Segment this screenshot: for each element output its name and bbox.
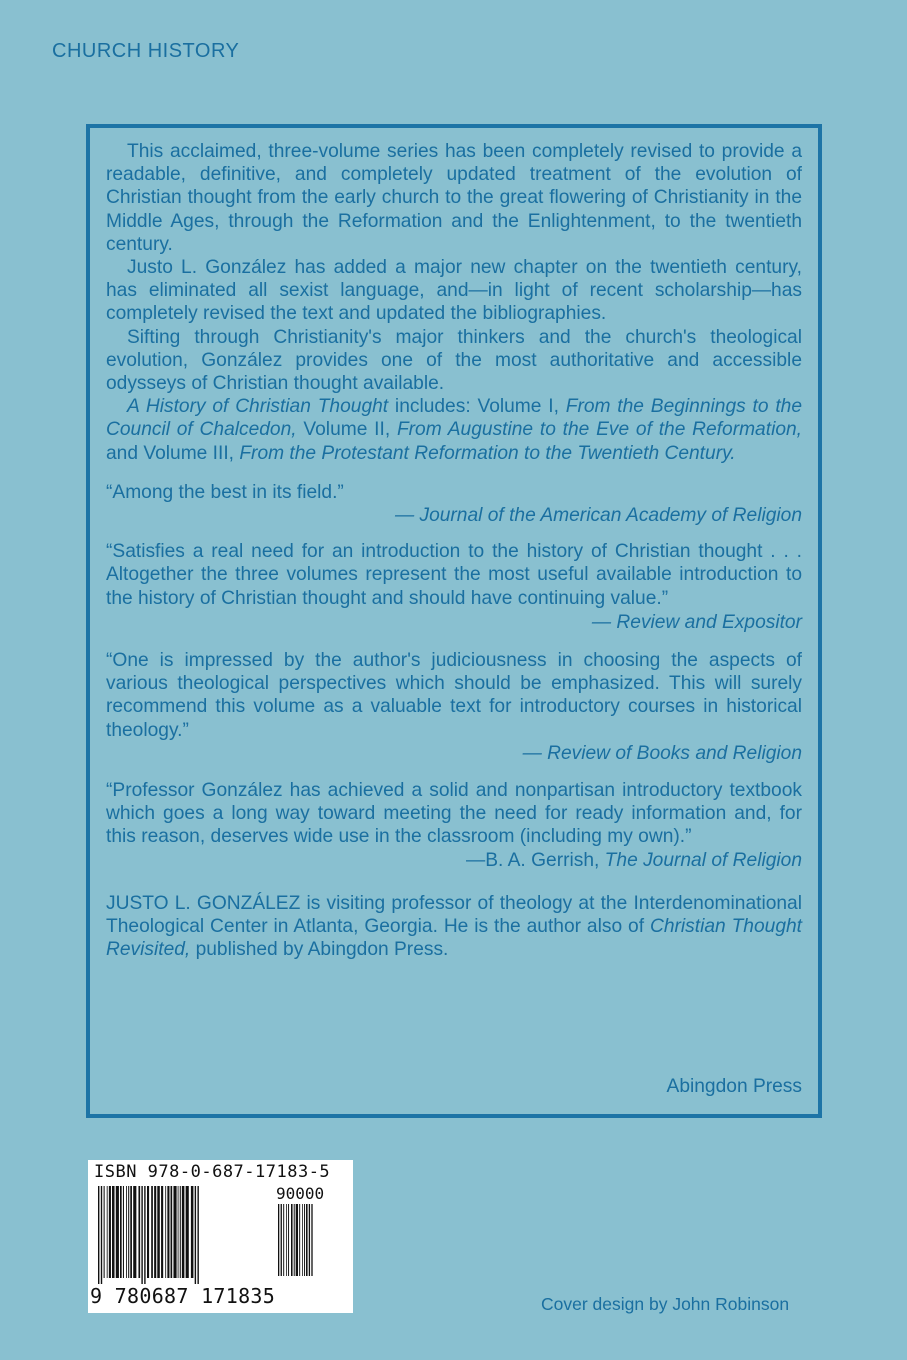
- quote-author: —B. A. Gerrish,: [466, 849, 605, 871]
- volumes-paragraph: [106, 395, 802, 465]
- barcode-bar: [173, 1186, 176, 1278]
- ean-digits: 9 780687 171835: [90, 1284, 276, 1308]
- barcode-bar: [281, 1204, 282, 1276]
- quote-text: “Among the best in its field.”: [106, 481, 344, 503]
- barcode-bar: [133, 1186, 136, 1278]
- barcode-bar: [138, 1186, 140, 1278]
- cover-credit: Cover design by John Robinson: [541, 1294, 790, 1314]
- quote-journal: The Journal of Religion: [604, 849, 802, 871]
- review-quote: [106, 649, 802, 765]
- volume-2-title: From Augustine to the Eve of the Reformation,: [396, 419, 803, 441]
- barcode-bar: [123, 1186, 124, 1278]
- barcode-bar: [167, 1186, 169, 1278]
- quote-source: [106, 849, 802, 872]
- barcode-bar: [112, 1186, 115, 1278]
- quote-source: — Review and Expositor: [591, 611, 802, 633]
- barcode-bar: [197, 1186, 198, 1284]
- author-bio-tail: published by Abingdon Press.: [190, 939, 449, 961]
- volumes-includes: includes: Volume I,: [388, 396, 566, 418]
- barcode-bar: [296, 1204, 298, 1276]
- barcode-bar: [186, 1186, 189, 1278]
- barcode-bar: [283, 1204, 284, 1276]
- barcode-bar: [147, 1186, 149, 1278]
- barcode-bar: [302, 1204, 303, 1276]
- quote-text: “One is impressed by the author's judiciousness in choosing the aspects of various theological perspectives which should be emphasized. This will surely recommend this volume as a valuable text for introductory courses in historical theology.”: [106, 650, 802, 741]
- barcode-bar: [299, 1204, 300, 1276]
- series-title: A History of Christian Thought: [127, 396, 389, 418]
- quote-source: — Review of Books and Religion: [522, 742, 802, 764]
- barcode-bar: [141, 1186, 142, 1284]
- barcode-bar: [104, 1186, 105, 1278]
- barcode-bar: [126, 1186, 127, 1278]
- barcode-bar: [178, 1186, 179, 1278]
- barcode-bar: [286, 1204, 287, 1276]
- barcode-bar: [109, 1186, 111, 1278]
- volume-3-label: and Volume III,: [106, 442, 240, 464]
- barcode-bar: [291, 1204, 293, 1276]
- barcode-bar: [195, 1186, 196, 1284]
- quote-text: “Professor González has achieved a solid and nonpartisan introductory textbook which goes a long way toward meeting the need for ready information and, for this reason, deserves wide use in the classroom (including my own).”: [106, 780, 802, 848]
- barcode-bar: [157, 1186, 160, 1278]
- barcode-bar: [130, 1186, 132, 1278]
- barcode-bar: [98, 1186, 99, 1284]
- barcode-bar: [171, 1186, 173, 1278]
- volume-1-title: From the Beginnings to the Council of Chalcedon,: [106, 396, 803, 441]
- author-bio: [106, 892, 802, 962]
- isbn-barcode: [88, 1160, 353, 1313]
- publisher-name: Abingdon Press: [666, 1076, 802, 1097]
- barcode-bar: [278, 1204, 279, 1276]
- review-quote: [106, 540, 802, 634]
- volume-3-title: From the Protestant Reformation to the Twentieth Century.: [239, 442, 736, 464]
- barcode-bar: [311, 1204, 312, 1276]
- review-quote: [106, 779, 802, 872]
- author-bio-book: Christian Thought Revisited,: [106, 916, 802, 961]
- barcode-bar: [101, 1186, 102, 1284]
- description-panel: [86, 124, 822, 1118]
- barcode-bar: [144, 1186, 145, 1284]
- barcode-bar: [107, 1186, 108, 1278]
- ean-barcode-bars: [96, 1186, 274, 1286]
- barcode-bar: [309, 1204, 310, 1276]
- blurb-paragraph: This acclaimed, three-volume series has been completely revised to provide a readable, definitive, and completely updated treatment of the evolution of Christian thought from the early church to the great flowering of Christianity in the Middle Ages, through the Reformation and the Enlightenment, to the twentieth century.: [106, 141, 802, 255]
- barcode-bar: [120, 1186, 122, 1278]
- author-bio-lead: JUSTO L. GONZÁLEZ is visiting professor of theology at the Interdenominational Theological Center in Atlanta, Georgia. He is the author also of: [106, 892, 802, 938]
- barcode-bar: [191, 1186, 194, 1278]
- barcode-bar: [154, 1186, 156, 1278]
- blurb: [106, 140, 802, 465]
- blurb-paragraph: Justo L. González has added a major new chapter on the twentieth century, has eliminated all sexist language, and—in light of recent scholarship—has completely revised the text and updated the bibliographies.: [106, 257, 802, 325]
- quote-text: “Satisfies a real need for an introduction to the history of Christian thought . . . Altogether the three volumes represent the most useful available introduction to the history of Christian thought and should have continuing value.”: [106, 541, 802, 609]
- barcode-bar: [128, 1186, 129, 1278]
- blurb-paragraph: Sifting through Christianity's major thinkers and the church's theological evolution, González provides one of the most authoritative and accessible odysseys of Christian thought available.: [106, 326, 802, 395]
- isbn-label: ISBN 978-0-687-17183-5: [94, 1162, 331, 1182]
- barcode-bar: [116, 1186, 119, 1278]
- quote-source: — Journal of the American Academy of Religion: [394, 505, 802, 527]
- price-addon: 90000: [276, 1184, 325, 1203]
- volume-2-label: Volume II,: [296, 419, 397, 441]
- barcode-bar: [294, 1204, 295, 1276]
- barcode-bar: [180, 1186, 181, 1278]
- barcode-bar: [182, 1186, 185, 1278]
- barcode-bar: [151, 1186, 153, 1278]
- addon-barcode-bars: [276, 1204, 346, 1280]
- barcode-bar: [165, 1186, 166, 1278]
- barcode-bar: [161, 1186, 163, 1278]
- barcode-bar: [304, 1204, 305, 1276]
- barcode-bar: [288, 1204, 289, 1276]
- review-quote: [106, 481, 802, 527]
- category-label: CHURCH HISTORY: [52, 40, 240, 62]
- barcode-bar: [306, 1204, 308, 1276]
